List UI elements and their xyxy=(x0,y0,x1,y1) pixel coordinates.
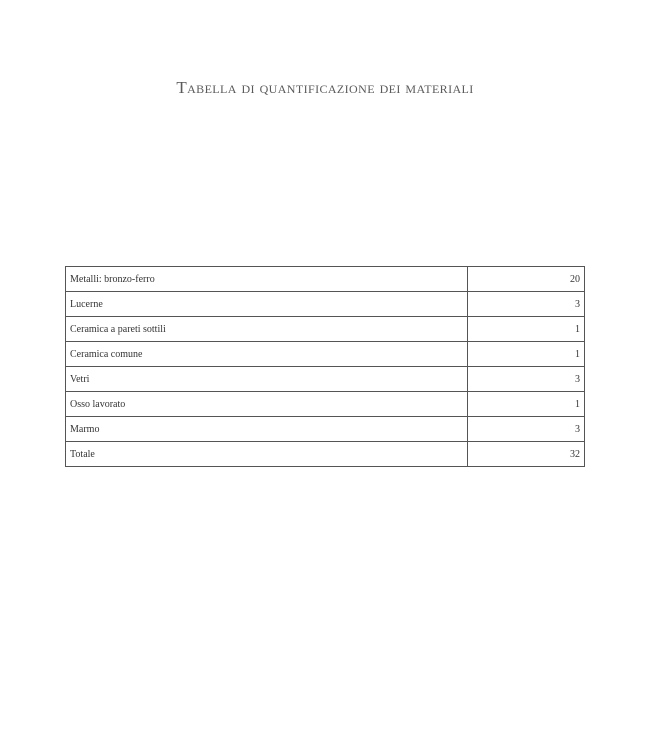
table-total-row xyxy=(66,442,585,467)
material-label: Ceramica a pareti sottili xyxy=(66,317,468,342)
table-row xyxy=(66,317,585,342)
total-label: Totale xyxy=(66,442,468,467)
material-label: Lucerne xyxy=(66,292,468,317)
material-label: Vetri xyxy=(66,367,468,392)
material-count: 3 xyxy=(468,367,585,392)
table-row xyxy=(66,267,585,292)
material-count: 3 xyxy=(468,292,585,317)
material-label: Marmo xyxy=(66,417,468,442)
page-title: Tabella di quantificazione dei materiali xyxy=(176,78,474,97)
material-count: 1 xyxy=(468,392,585,417)
material-count: 1 xyxy=(468,342,585,367)
material-count: 20 xyxy=(468,267,585,292)
total-count: 32 xyxy=(468,442,585,467)
material-count: 3 xyxy=(468,417,585,442)
material-label: Ceramica comune xyxy=(66,342,468,367)
material-label: Metalli: bronzo-ferro xyxy=(66,267,468,292)
material-label: Osso lavorato xyxy=(66,392,468,417)
materials-table xyxy=(65,266,585,467)
material-count: 1 xyxy=(468,317,585,342)
table-row xyxy=(66,342,585,367)
table-row xyxy=(66,292,585,317)
table-row xyxy=(66,367,585,392)
table-row xyxy=(66,392,585,417)
table-row xyxy=(66,417,585,442)
